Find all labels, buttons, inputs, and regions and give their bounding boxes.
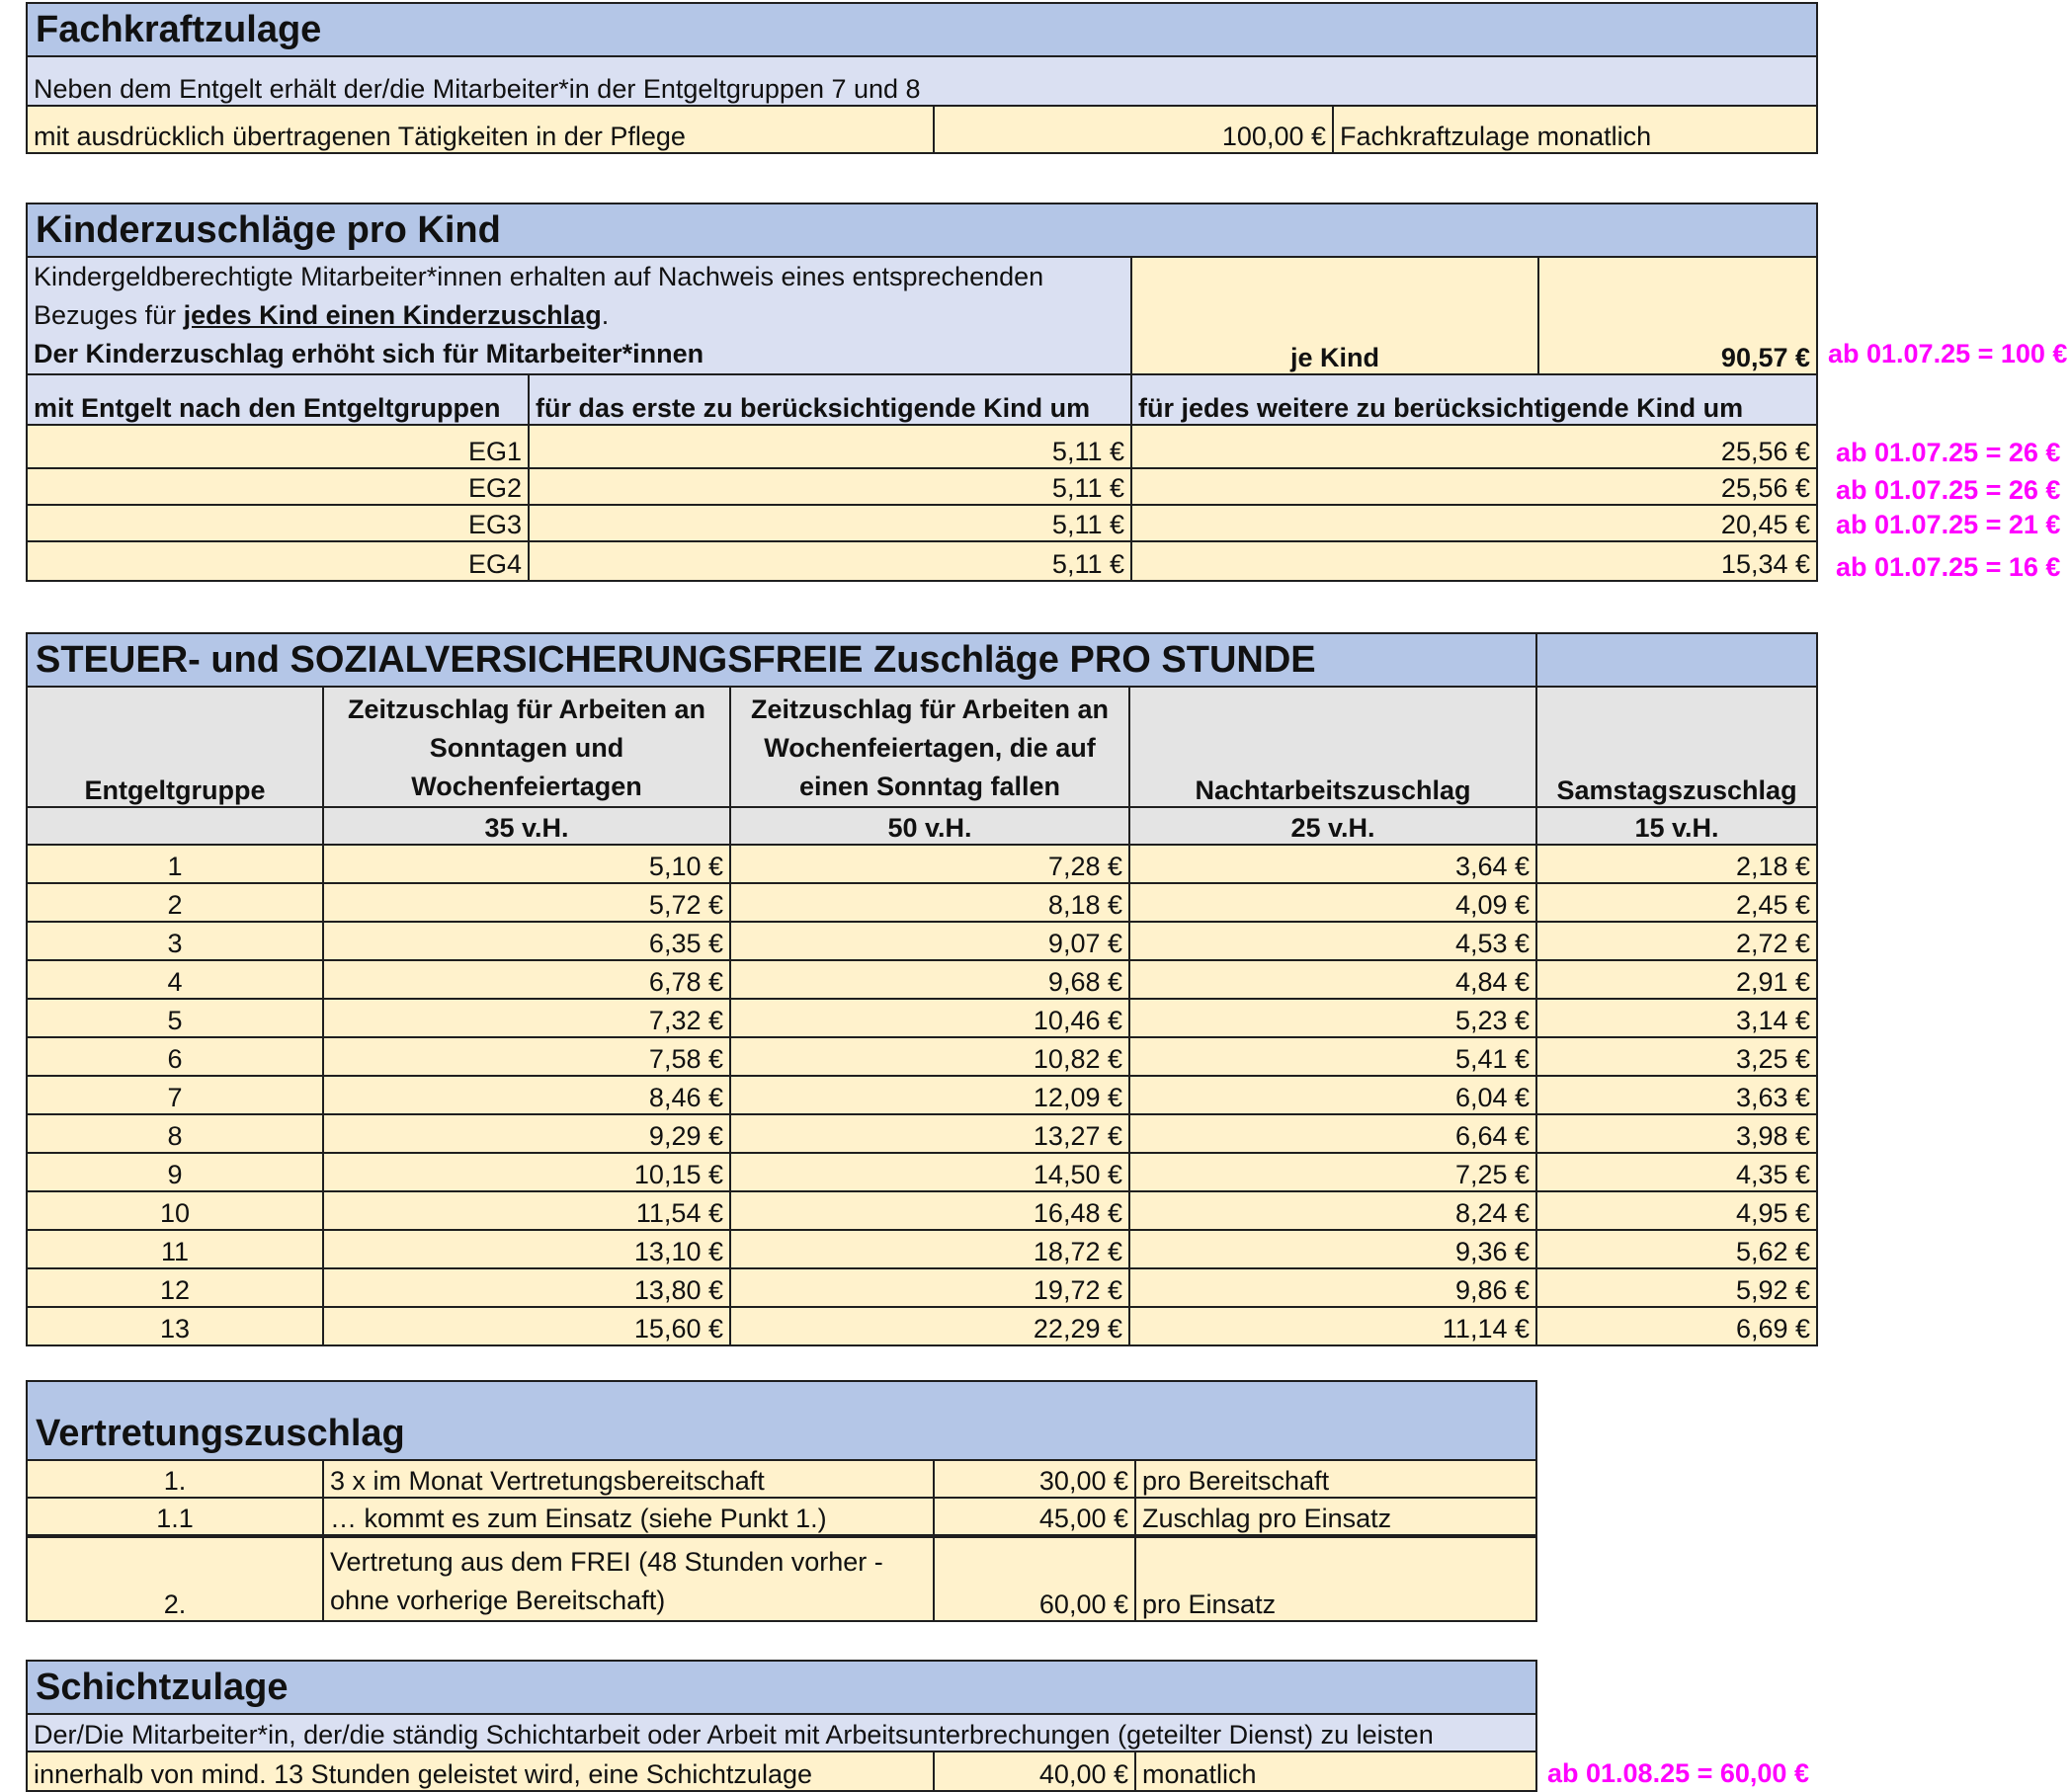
steuer-table-row xyxy=(27,1037,1817,1076)
vertretung-row-num: 1.1 xyxy=(27,1498,323,1536)
steuer-percent-feiertag: 50 v.H. xyxy=(730,807,1129,845)
kinder-header-first: für das erste zu berücksichtigende Kind um xyxy=(529,374,1131,425)
vertretung-row-desc: … kommt es zum Einsatz (siehe Punkt 1.) xyxy=(323,1498,934,1536)
steuer-table-row xyxy=(27,1268,1817,1307)
kinder-row-eg: EG4 xyxy=(27,541,529,581)
steuer-cell-eg: 2 xyxy=(27,883,323,922)
kinderzuschlag-amount: 90,57 € xyxy=(1538,257,1817,374)
steuer-cell-sonntag: 10,15 € xyxy=(323,1153,730,1191)
steuerfreie-zuschlaege-table xyxy=(26,632,1818,1346)
steuerfrei-title: STEUER- und SOZIALVERSICHERUNGSFREIE Zuschläge PRO STUNDE xyxy=(27,633,1536,687)
kinder-row-eg: EG2 xyxy=(27,468,529,505)
vertretungszuschlag-table xyxy=(26,1380,1537,1622)
steuer-cell-feiertag: 10,46 € xyxy=(730,999,1129,1037)
steuer-table-row xyxy=(27,960,1817,999)
steuer-header-sonntag: Zeitzuschlag für Arbeiten an Sonntagen und Wochenfeiertagen xyxy=(323,687,730,807)
kinderzuschlag-intro-line2: Bezuges für jedes Kind einen Kinderzuschlag. xyxy=(34,300,610,330)
steuer-cell-samstag: 2,91 € xyxy=(1536,960,1817,999)
steuer-cell-samstag: 3,63 € xyxy=(1536,1076,1817,1114)
schicht-desc: innerhalb von mind. 13 Stunden geleistet wird, eine Schichtzulage xyxy=(27,1751,934,1791)
steuer-cell-nacht: 8,24 € xyxy=(1129,1191,1536,1230)
fachkraftzulage-amount: 100,00 € xyxy=(934,106,1333,153)
steuer-cell-sonntag: 7,58 € xyxy=(323,1037,730,1076)
steuer-header-nacht: Nachtarbeitszuschlag xyxy=(1129,687,1536,807)
steuer-cell-nacht: 3,64 € xyxy=(1129,845,1536,883)
steuer-cell-nacht: 9,86 € xyxy=(1129,1268,1536,1307)
kinder-row-note: ab 01.07.25 = 26 € xyxy=(1836,438,2061,467)
fachkraftzulage-title: Fachkraftzulage xyxy=(27,3,1817,56)
steuer-cell-feiertag: 12,09 € xyxy=(730,1076,1129,1114)
steuer-cell-sonntag: 6,35 € xyxy=(323,922,730,960)
kinder-row-further: 25,56 € xyxy=(1131,425,1817,468)
steuer-cell-sonntag: 9,29 € xyxy=(323,1114,730,1153)
kinder-header-further: für jedes weitere zu berücksichtigende Kind um xyxy=(1131,374,1817,425)
vertretung-row-num: 2. xyxy=(27,1536,323,1621)
steuer-cell-samstag: 4,95 € xyxy=(1536,1191,1817,1230)
steuer-cell-sonntag: 11,54 € xyxy=(323,1191,730,1230)
steuer-cell-eg: 5 xyxy=(27,999,323,1037)
kinder-row-further: 15,34 € xyxy=(1131,541,1817,581)
steuer-header-feiertag: Zeitzuschlag für Arbeiten an Wochenfeiertagen, die auf einen Sonntag fallen xyxy=(730,687,1129,807)
steuer-cell-eg: 8 xyxy=(27,1114,323,1153)
vertretung-row-desc: Vertretung aus dem FREI (48 Stunden vorher - ohne vorherige Bereitschaft) xyxy=(323,1536,934,1621)
steuer-table-row xyxy=(27,1230,1817,1268)
steuer-cell-feiertag: 22,29 € xyxy=(730,1307,1129,1345)
kinderzuschlag-emphasis: jedes Kind einen Kinderzuschlag xyxy=(183,300,602,330)
schicht-intro: Der/Die Mitarbeiter*in, der/die ständig Schichtarbeit oder Arbeit mit Arbeitsunterbrechungen (geteilter Dienst) zu leisten xyxy=(27,1714,1536,1751)
steuer-cell-nacht: 7,25 € xyxy=(1129,1153,1536,1191)
steuer-cell-nacht: 9,36 € xyxy=(1129,1230,1536,1268)
steuer-cell-feiertag: 9,07 € xyxy=(730,922,1129,960)
fachkraftzulage-label: Fachkraftzulage monatlich xyxy=(1333,106,1817,153)
kinder-row-note: ab 01.07.25 = 26 € xyxy=(1836,475,2061,505)
kinderzuschlag-title: Kinderzuschläge pro Kind xyxy=(27,204,1817,257)
kinderzuschlag-table xyxy=(26,203,1818,582)
kinderzuschlag-intro-line3: Der Kinderzuschlag erhöht sich für Mitarbeiter*innen xyxy=(34,339,704,368)
steuer-table-row xyxy=(27,1191,1817,1230)
steuer-cell-nacht: 11,14 € xyxy=(1129,1307,1536,1345)
steuer-table-row xyxy=(27,883,1817,922)
kinder-row-first: 5,11 € xyxy=(529,541,1131,581)
steuer-cell-nacht: 4,09 € xyxy=(1129,883,1536,922)
steuer-cell-feiertag: 10,82 € xyxy=(730,1037,1129,1076)
steuer-table-row xyxy=(27,922,1817,960)
steuer-cell-feiertag: 8,18 € xyxy=(730,883,1129,922)
vertretung-row-amount: 30,00 € xyxy=(934,1460,1135,1498)
steuer-cell-sonntag: 8,46 € xyxy=(323,1076,730,1114)
steuer-table-row xyxy=(27,999,1817,1037)
steuer-cell-eg: 7 xyxy=(27,1076,323,1114)
kinder-row-note: ab 01.07.25 = 16 € xyxy=(1836,552,2061,582)
vertretung-row-num: 1. xyxy=(27,1460,323,1498)
steuer-cell-eg: 3 xyxy=(27,922,323,960)
steuer-cell-feiertag: 13,27 € xyxy=(730,1114,1129,1153)
schicht-title: Schichtzulage xyxy=(27,1661,1536,1714)
steuer-cell-samstag: 2,18 € xyxy=(1536,845,1817,883)
kinder-row-first: 5,11 € xyxy=(529,505,1131,541)
steuer-cell-samstag: 3,14 € xyxy=(1536,999,1817,1037)
steuer-cell-sonntag: 13,10 € xyxy=(323,1230,730,1268)
kinder-row-eg: EG1 xyxy=(27,425,529,468)
vertretung-row-label: pro Einsatz xyxy=(1135,1536,1536,1621)
steuer-cell-eg: 9 xyxy=(27,1153,323,1191)
steuer-percent-nacht: 25 v.H. xyxy=(1129,807,1536,845)
vertretung-row-label: pro Bereitschaft xyxy=(1135,1460,1536,1498)
steuer-cell-sonntag: 5,72 € xyxy=(323,883,730,922)
steuer-cell-eg: 13 xyxy=(27,1307,323,1345)
steuerfrei-title-blank xyxy=(1536,633,1817,687)
vertretung-row-amount: 60,00 € xyxy=(934,1536,1135,1621)
steuer-header-samstag: Samstagszuschlag xyxy=(1536,687,1817,807)
steuer-cell-sonntag: 7,32 € xyxy=(323,999,730,1037)
steuer-cell-feiertag: 16,48 € xyxy=(730,1191,1129,1230)
steuer-cell-nacht: 5,41 € xyxy=(1129,1037,1536,1076)
steuer-table-row xyxy=(27,1114,1817,1153)
steuer-cell-eg: 12 xyxy=(27,1268,323,1307)
fachkraftzulage-table xyxy=(26,2,1818,154)
kinder-row-note: ab 01.07.25 = 21 € xyxy=(1836,510,2061,539)
steuer-cell-nacht: 4,84 € xyxy=(1129,960,1536,999)
steuer-cell-feiertag: 9,68 € xyxy=(730,960,1129,999)
schicht-note: ab 01.08.25 = 60,00 € xyxy=(1547,1758,1809,1788)
steuer-rows xyxy=(27,845,1817,1345)
steuer-table-row xyxy=(27,845,1817,883)
kinderzuschlag-intro xyxy=(27,257,1131,374)
steuer-cell-nacht: 5,23 € xyxy=(1129,999,1536,1037)
steuer-cell-eg: 11 xyxy=(27,1230,323,1268)
kinder-row-eg: EG3 xyxy=(27,505,529,541)
fachkraftzulage-desc: mit ausdrücklich übertragenen Tätigkeiten in der Pflege xyxy=(27,106,934,153)
steuer-cell-eg: 10 xyxy=(27,1191,323,1230)
steuer-cell-sonntag: 15,60 € xyxy=(323,1307,730,1345)
steuer-cell-feiertag: 18,72 € xyxy=(730,1230,1129,1268)
steuer-percent-samstag: 15 v.H. xyxy=(1536,807,1817,845)
steuer-header-eg: Entgeltgruppe xyxy=(27,687,323,807)
steuer-cell-samstag: 5,92 € xyxy=(1536,1268,1817,1307)
kinder-row-first: 5,11 € xyxy=(529,468,1131,505)
steuer-cell-samstag: 6,69 € xyxy=(1536,1307,1817,1345)
vertretung-row-label: Zuschlag pro Einsatz xyxy=(1135,1498,1536,1536)
steuer-cell-sonntag: 6,78 € xyxy=(323,960,730,999)
kinderzuschlag-note: ab 01.07.25 = 100 € xyxy=(1828,339,2068,368)
steuer-cell-nacht: 6,04 € xyxy=(1129,1076,1536,1114)
steuer-table-row xyxy=(27,1076,1817,1114)
fachkraftzulage-intro: Neben dem Entgelt erhält der/die Mitarbeiter*in der Entgeltgruppen 7 und 8 xyxy=(27,56,1817,106)
steuer-cell-nacht: 6,64 € xyxy=(1129,1114,1536,1153)
steuer-cell-samstag: 5,62 € xyxy=(1536,1230,1817,1268)
steuer-cell-eg: 4 xyxy=(27,960,323,999)
kinder-row-first: 5,11 € xyxy=(529,425,1131,468)
steuer-table-row xyxy=(27,1307,1817,1345)
steuer-percent-eg xyxy=(27,807,323,845)
schichtzulage-table xyxy=(26,1660,1537,1792)
steuer-cell-eg: 1 xyxy=(27,845,323,883)
steuer-cell-samstag: 2,45 € xyxy=(1536,883,1817,922)
steuer-cell-eg: 6 xyxy=(27,1037,323,1076)
schicht-label: monatlich xyxy=(1135,1751,1536,1791)
steuer-cell-feiertag: 19,72 € xyxy=(730,1268,1129,1307)
steuer-cell-nacht: 4,53 € xyxy=(1129,922,1536,960)
vertretung-row-amount: 45,00 € xyxy=(934,1498,1135,1536)
vertretung-row-desc: 3 x im Monat Vertretungsbereitschaft xyxy=(323,1460,934,1498)
steuer-percent-sonntag: 35 v.H. xyxy=(323,807,730,845)
steuer-cell-samstag: 2,72 € xyxy=(1536,922,1817,960)
steuer-cell-samstag: 3,25 € xyxy=(1536,1037,1817,1076)
steuer-cell-sonntag: 13,80 € xyxy=(323,1268,730,1307)
steuer-cell-feiertag: 7,28 € xyxy=(730,845,1129,883)
kinder-row-further: 25,56 € xyxy=(1131,468,1817,505)
kinderzuschlag-je-kind: je Kind xyxy=(1131,257,1538,374)
schicht-amount: 40,00 € xyxy=(934,1751,1135,1791)
steuer-cell-feiertag: 14,50 € xyxy=(730,1153,1129,1191)
kinder-row-further: 20,45 € xyxy=(1131,505,1817,541)
steuer-cell-samstag: 3,98 € xyxy=(1536,1114,1817,1153)
kinder-header-eg: mit Entgelt nach den Entgeltgruppen xyxy=(27,374,529,425)
steuer-cell-samstag: 4,35 € xyxy=(1536,1153,1817,1191)
vertretung-title: Vertretungszuschlag xyxy=(27,1381,1536,1460)
kinderzuschlag-intro-line1: Kindergeldberechtigte Mitarbeiter*innen erhalten auf Nachweis eines entsprechenden xyxy=(34,262,1044,291)
steuer-table-row xyxy=(27,1153,1817,1191)
steuer-cell-sonntag: 5,10 € xyxy=(323,845,730,883)
